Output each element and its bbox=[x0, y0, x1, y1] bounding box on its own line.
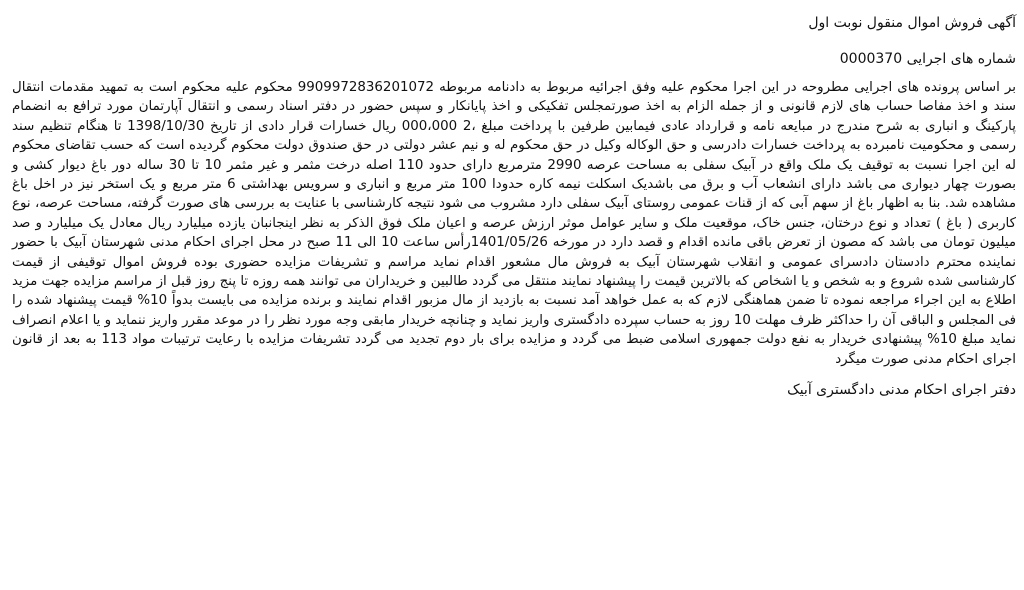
issuing-office: دفتر اجرای احکام مدنی دادگستری آبیک bbox=[787, 382, 1016, 399]
notice-body: بر اساس پرونده های اجرایی مطروحه در این اجرا محکوم علیه وفق اجرائیه مربوط به دادنامه مربوطه 9909972836201072 محکوم علیه محکوم است به تمهید مقدمات انتقال سند و اخذ مفاصا حساب های لازم قانونی و از جمله الزام به اخذ صورتمجلس تفکیکی و اخذ پایانکار و سپس حضور در دفتر اسناد رسمی و انتقال آپارتمان مورد ترافع به انضمام پارکینگ و انباری به شرح مندرج در مبایعه نامه و قرارداد عادی فیمابین طرفین با پرداخت مبلغ ،2 000،000 ریال خسارات قرار دادی از تاریخ 1398/10/30 تا هنگام تنظیم سند رسمی و محکومیت نامبرده به پرداخت خسارات دادرسی و حق الوکاله وکیل در حق محکوم له و نیم عشر دولتی در حق صندوق دولت محکوم گردیده است که حسب تقاضای محکوم له این اجرا نسبت به توقیف یک ملک واقع در آبیک سفلی به مساحت عرصه 2990 مترمربع دارای حدود 110 اصله درخت مثمر و غیر مثمر 10 تا 30 ساله دور باغ دیوار کشی و بصورت چهار دیواری می باشد دارای انشعاب آب و برق می باشدیک اسکلت نیمه کاره حدودا 100 متر مربع و انباری و سرویس بهداشتی 6 متر مربع و یک استخر نیز در اخل باغ مشاهده شد. بنا به اظهار باغ از سهم آبی که از قنات عمومی روستای آبیک سفلی دارد مشروب می شود نتیجه کارشناسی با عنایت به بررسی های صورت گرفته، مساحت عرصه، نوع کاربری ( باغ ) تعداد و نوع درختان، جنس خاک، موقعیت ملک و سایر عوامل موثر ارزش عرصه و اعیان ملک فوق الذکر به نظر اینجانبان یازده میلیارد ریال معادل یک میلیارد و صد میلیون تومان می باشد که مصون از تعرض باقی مانده اقدام و قصد دارد در مورخه 1401/05/26رأس ساعت 10 الی 11 صبح در محل اجرای احکام مدنی شهرستان آبیک با حضور نماینده محترم دادستان دادسرای عمومی و انقلاب شهرستان آبیک به فروش مال مشعور اقدام نماید مراسم و تشریفات مزایده حضوری بوده فروش اموال توقیفی از قیمت کارشناسی شده شروع و به شخص و یا اشخاص که بالاترین قیمت را پیشنهاد نمایند منتقل می گردد طالبین و خریداران می توانند همه روزه تا پنج روز قبل از مراسم مزایده جهت مزید اطلاع به این اجراء مراجعه نموده تا ضمن هماهنگی لازم که به عمل خواهد آمد نسبت به بازدید از مال مزبور اقدام نمایند و برنده مزایده می بایست بدواً 10% قیمت پیشنهاد شده را فی المجلس و الباقی آن را حداکثر ظرف مهلت 10 روز به حساب سپرده دادگستری واریز نماید و چنانچه خریدار مابقی وجه مورد نظر را در موعد مقرر واریز ننماید و یا اعلام انصراف نماید مبلغ 10% پیشنهادی خریدار به نفع دولت جمهوری اسلامی ضبط می گردد و مزایده برای بار دوم تجدید می گردد تشریفات مزایده با رعایت ترتیبات مواد 113 به بعد از قانون اجرای احکام مدنی صورت میگرد bbox=[12, 80, 1017, 367]
notice-title: آگهی فروش اموال منقول نوبت اول bbox=[808, 15, 1016, 31]
case-number: شماره های اجرایی 0000370 bbox=[839, 51, 1016, 67]
